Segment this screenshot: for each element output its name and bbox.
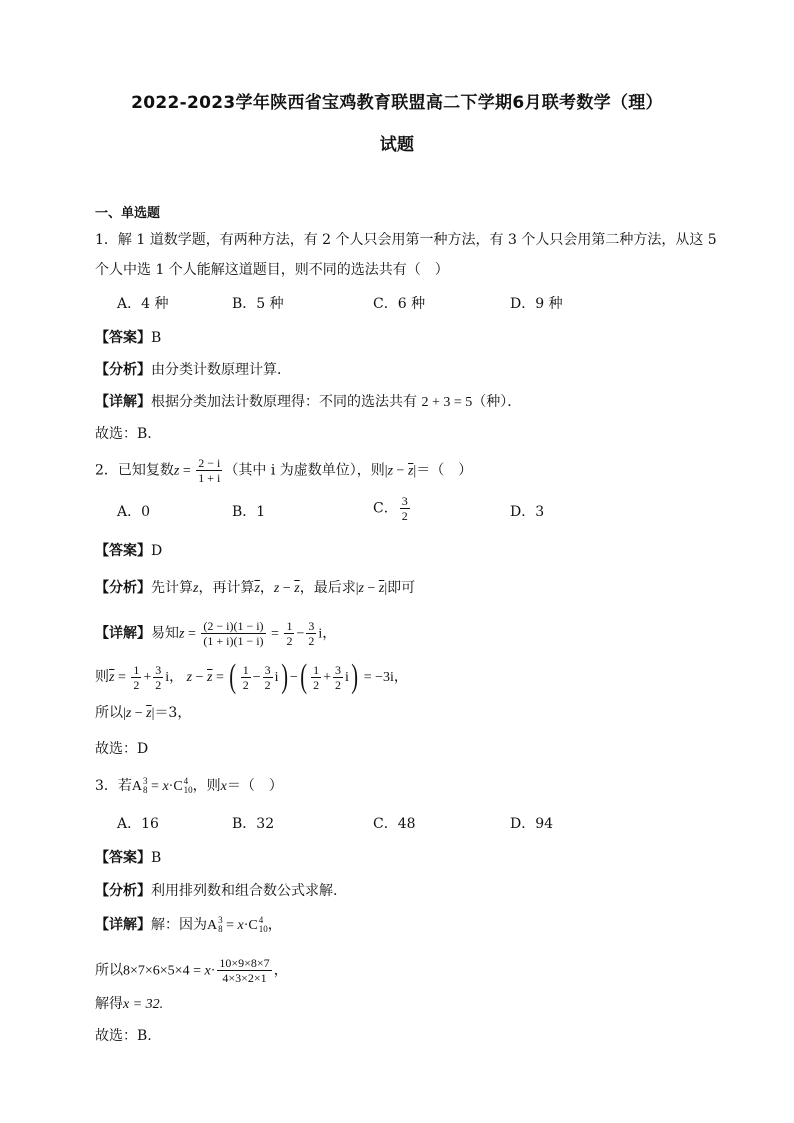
q3-option-d: D．94: [510, 816, 554, 832]
answer-label: 【答案】: [95, 543, 151, 559]
q1-answer-row: [95, 328, 161, 348]
q3-stem-end: ＝（ ）: [226, 778, 283, 794]
q2-stem-post: ＝（ ）: [416, 462, 473, 479]
q3-choice: 故选：B.: [95, 1028, 152, 1044]
q3-so-lhs: 8×7×6×5×4 =: [123, 963, 205, 979]
q3-frac-num: 10×9×8×7: [219, 956, 270, 970]
q2-detail-row: 【详解】易知z = $\frac{(2 - i)(1 - i)}{(1 + i)(1 - i)}$ = $\frac{1}{2}$ − $\frac{3}{2}$ i，: [95, 619, 337, 648]
section-heading: 一、单选题: [95, 206, 161, 221]
q1-detail-row: [95, 392, 521, 413]
q2-stem: 2．已知复数z = $\frac{2 - i}{1 + i}$ （其中 i 为虚数单位），则$|z - \overline{z}|=$（ ）: [95, 456, 473, 485]
q2-analysis-mid2: ，: [259, 580, 274, 596]
q1-option-a: A．4 种: [117, 296, 169, 312]
q1-detail-math: 2 + 3 = 5: [421, 395, 473, 410]
q2-answer: D: [151, 543, 163, 559]
q2-then-pre: 则: [95, 669, 109, 685]
q2-option-b: B．1: [232, 504, 266, 520]
q3-detail-pre: 解：因为: [151, 917, 207, 933]
answer-label: 【答案】: [95, 330, 151, 346]
q2-analysis-mid1: ，再计算: [198, 580, 255, 596]
q2-detail-pre: 易知: [151, 625, 179, 642]
q1-option-d: D．9 种: [510, 296, 563, 312]
q2-detail-frac-den: (1 + i)(1 − i): [203, 634, 264, 648]
page-title-line2: 试题: [379, 135, 415, 155]
q3-solve-row: [95, 994, 163, 1015]
q2-frac-num: 2 − i: [198, 456, 221, 470]
q2-stem-mid: （其中 i 为虚数单位），则: [224, 462, 385, 479]
q2-analysis-post: 即可: [387, 580, 416, 596]
q2-analysis-row: 【分析】先计算z，再计算$\overline{z}$，$z - \overline{z}$，最后求$|z - \overline{z}|$即可: [95, 580, 416, 596]
q3-stem-post: ，则: [192, 778, 221, 794]
q1-choice: 故选：B.: [95, 426, 152, 442]
q2-option-c-label: C．: [373, 500, 398, 517]
q1-answer: B: [151, 330, 162, 346]
q1-stem-line2: 个人中选 1 个人能解这道题目，则不同的选法共有（ ）: [95, 262, 449, 278]
q2-analysis-pre: 先计算: [151, 580, 193, 596]
detail-label: 【详解】: [95, 625, 151, 642]
q3-option-a: A．16: [117, 816, 159, 832]
q1-detail-post: （种）．: [472, 394, 522, 410]
q1-analysis-row: [95, 360, 291, 380]
q2-detail-frac-num: (2 − i)(1 − i): [203, 619, 264, 633]
q1-option-c: C．6 种: [373, 296, 426, 312]
q2-so-post: ＝3，: [154, 705, 192, 721]
detail-label: 【详解】: [95, 917, 151, 933]
q2-option-a: A．0: [117, 504, 151, 520]
q3-analysis-row: [95, 881, 337, 901]
q2-analysis-mid3: ，最后求: [299, 580, 356, 596]
q1-stem-line1: 1．解 1 道数学题，有两种方法，有 2 个人只会用第一种方法，有 3 个人只会用第二种方法，从这 5: [95, 232, 717, 248]
q3-solve-math: x = 32.: [123, 997, 164, 1012]
q3-solve-label: 解得: [95, 996, 123, 1012]
q2-optc-num: 3: [401, 494, 408, 508]
q3-analysis: 利用排列数和组合数公式求解.: [151, 883, 338, 899]
q3-option-c: C．48: [373, 816, 416, 832]
analysis-label: 【分析】: [95, 362, 151, 378]
q3-so-pre: 所以: [95, 962, 123, 979]
answer-label: 【答案】: [95, 850, 151, 866]
q3-so-row: 所以8×7×6×5×4 = x· $\frac{10\times 9\times 8\times 7}{4\times 3\times 2\times 1}$ ，: [95, 956, 288, 985]
q1-analysis: 由分类计数原理计算．: [151, 362, 291, 378]
q2-so-row: 所以$|z - \overline{z}|=3$，: [95, 705, 192, 721]
q3-option-b: B．32: [232, 816, 275, 832]
q3-frac-den: 4×3×2×1: [222, 971, 267, 985]
q2-optc-den: 2: [401, 509, 408, 523]
q2-option-d: D．3: [510, 504, 545, 520]
q2-stem-fraction: [196, 456, 222, 485]
q2-option-c: [373, 494, 412, 523]
q3-stem: 3．若A 3 8 = x·C 4 10 ，则x＝（ ）: [95, 776, 283, 795]
q3-stem-pre: 3．若: [95, 778, 132, 794]
q3-answer-row: [95, 848, 161, 868]
detail-label: 【详解】: [95, 394, 151, 410]
analysis-label: 【分析】: [95, 883, 151, 899]
q2-choice: 故选：D: [95, 741, 149, 757]
page-title-line1: 2022-2023学年陕西省宝鸡教育联盟高二下学期6月联考数学（理）: [131, 93, 663, 113]
q3-answer: B: [151, 850, 162, 866]
q2-so-pre: 所以: [95, 705, 123, 721]
q2-frac-den: 1 + i: [198, 471, 221, 485]
q2-then-row: 则$\overline{z}$ = $\frac{1}{2}$ + $\frac{3}{2}$ i， $z - \overline{z}$ = ( $\frac{1}{2}$ − $\frac{3}{2}$ i) −( $\frac{1}{2}$ + $\frac{3}{2}$ i) = −3i，: [95, 658, 408, 695]
q2-answer-row: [95, 541, 162, 561]
q3-detail-row: 【详解】解：因为A 3 8 = x·C 4 10 ，: [95, 915, 282, 934]
q1-option-b: B．5 种: [232, 296, 284, 312]
q1-detail-text: 根据分类加法计数原理得：不同的选法共有: [151, 394, 422, 410]
analysis-label: 【分析】: [95, 580, 151, 596]
q2-stem-pre: 2．已知复数: [95, 462, 174, 479]
